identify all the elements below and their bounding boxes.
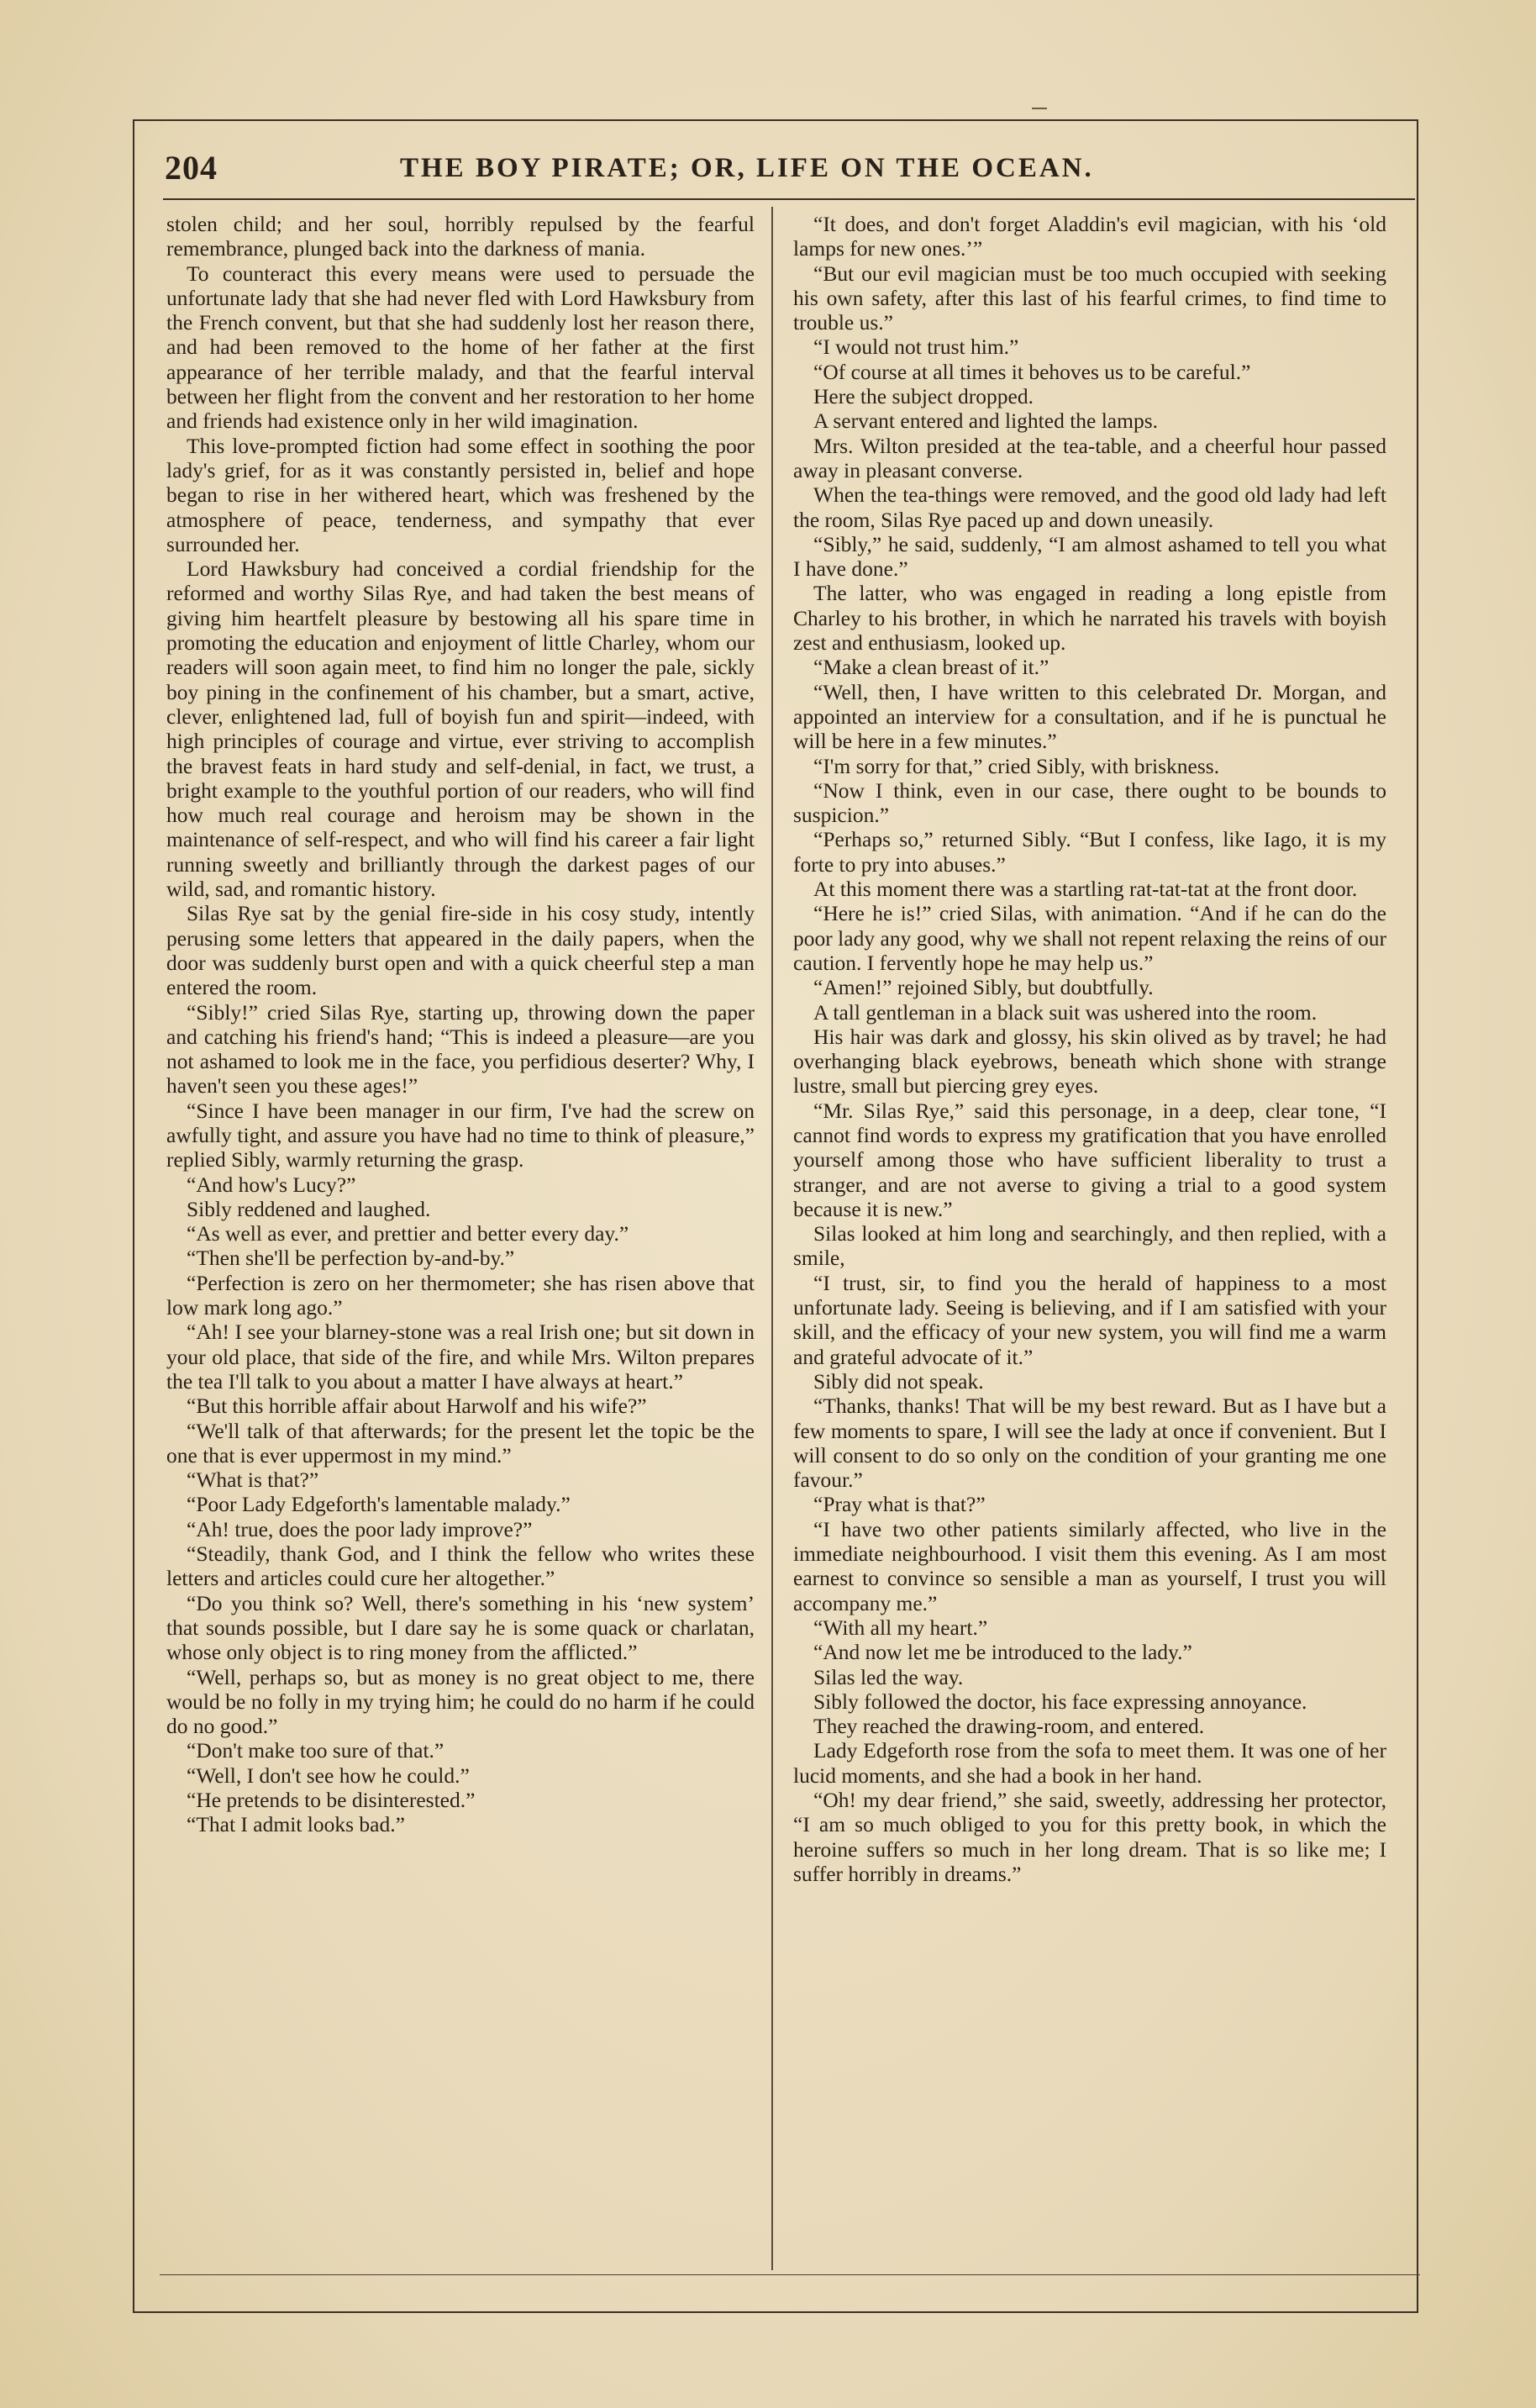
paragraph: “And how's Lucy?” [187,1172,356,1197]
paragraph: “But our evil magician must be too much occupied with seeking his own safety, after this last of his fearful crimes, to find time to trouble us.” [793,261,1386,335]
paragraph: To counteract this every means were used to persuade the unfortunate lady that she had never fled with Lord Hawksbury from the French convent, but that she had suddenly lost her reason there, and had been removed to the home of her father at the first appearance of her terrible malady, and that the fearful interval between her flight from the convent and her restoration to her home and friends had existence only in her wild imagination. [166,261,755,434]
paragraph: “Oh! my dear friend,” she said, sweetly, addressing her protector, “I am so much obliged to you for this pretty book, in which the heroine suffers so much in her long dream. That is so like me; I suffer horribly in dreams.” [793,1788,1386,1886]
frame-rule-bottom [133,2311,1418,2313]
paragraph: This love-prompted fiction had some effect in soothing the poor lady's grief, for as it was constantly persisted in, belief and hope began to rise in her withered heart, which was freshened by the atmosphere of peace, tenderness, and sympathy that ever surrounded her. [166,433,755,556]
paragraph: “Mr. Silas Rye,” said this personage, in a deep, clear tone, “I cannot find words to express my gratification that you have enrolled yourself among those who have sufficient liberality to trust a stranger, and are not averse to giving a trial to a good system because it is new.” [793,1098,1386,1221]
paragraph: When the tea-things were removed, and the good old lady had left the room, Silas Rye paced up and down uneasily. [793,482,1386,532]
paragraph: “That I admit looks bad.” [187,1812,405,1837]
paragraph: “Ah! true, does the poor lady improve?” [187,1516,533,1541]
paragraph: Sibly followed the doctor, his face expressing annoyance. [813,1689,1307,1714]
paragraph: “And now let me be introduced to the lady.” [813,1640,1192,1665]
paragraph: At this moment there was a startling rat-tat-tat at the front door. [813,877,1358,902]
paragraph: They reached the drawing-room, and entered. [813,1714,1205,1739]
paragraph: “Sibly,” he said, suddenly, “I am almost ashamed to tell you what I have done.” [793,531,1386,582]
paragraph: Silas Rye sat by the genial fire-side in his cosy study, intently perusing some letters that appeared in the daily papers, when the door was suddenly burst open and with a quick cheerful step a man entered the room. [166,901,755,1000]
paragraph: “Ah! I see your blarney-stone was a real Irish one; but sit down in your old place, that side of the fire, and while Mrs. Wilton prepares the tea I'll talk to you about a matter I have always at heart.” [166,1320,755,1394]
paragraph: “I'm sorry for that,” cried Sibly, with briskness. [813,753,1220,778]
paragraph: “Thanks, thanks! That will be my best reward. But as I have but a few moments to spare, I will see the lady at once if convenient. But I will consent to do so only on the condition of your granting me one favour.” [793,1394,1386,1493]
text-block-bottom-rule [160,2274,1420,2275]
paragraph: “I trust, sir, to find you the herald of happiness to a most unfortunate lady. Seeing is believing, and if I am satisfied with your skill, and the efficacy of your new system, you will find me a warm and grateful advocate of it.” [793,1270,1386,1369]
paragraph: Lady Edgeforth rose from the sofa to meet them. It was one of her lucid moments, and she had a book in her hand. [793,1738,1386,1788]
paragraph: “I have two other patients similarly affected, who live in the immediate neighbourhood. I visit them this evening. As I am most earnest to convince so sensible a man as yourself, I trust you will accompany me.” [793,1516,1386,1615]
page-number: 204 [165,149,218,187]
frame-rule-right [1417,119,1418,2313]
paragraph: “It does, and don't forget Aladdin's evil magician, with his ‘old lamps for new ones.’” [793,212,1386,261]
paragraph: “Here he is!” cried Silas, with animation. “And if he can do the poor lady any good, why we shall not repent relaxing the reins of our caution. I fervently hope he may help us.” [793,901,1386,975]
paragraph: “Well, then, I have written to this celebrated Dr. Morgan, and appointed an interview for a consultation, and if he is punctual he will be here in a few minutes.” [793,679,1386,754]
printer-mark [1032,108,1047,109]
frame-rule-top [133,119,1418,121]
paragraph: “He pretends to be disinterested.” [187,1788,476,1812]
paragraph: The latter, who was engaged in reading a long epistle from Charley to his brother, in which he narrated his travels with boyish zest and enthusiasm, looked up. [793,581,1386,656]
paragraph: “Then she'll be perfection by-and-by.” [187,1246,515,1271]
right-column [793,212,1386,1886]
paragraph: “As well as ever, and prettier and better every day.” [187,1221,629,1246]
paragraph: Sibly reddened and laughed. [187,1196,431,1221]
paragraph: stolen child; and her soul, horribly repulsed by the fearful remembrance, plunged back into the darkness of mania. [166,212,755,261]
paragraph: “Make a clean breast of it.” [813,655,1049,680]
paragraph: “Since I have been manager in our firm, I've had the screw on awfully tight, and assure you have had no time to think of pleasure,” replied Sibly, warmly returning the grasp. [166,1098,755,1172]
paragraph: Sibly did not speak. [813,1368,984,1394]
paragraph: “We'll talk of that afterwards; for the present let the topic be the one that is ever uppermost in my mind.” [166,1418,755,1467]
paragraph: “Of course at all times it behoves us to be careful.” [813,359,1251,384]
page-header [165,148,1417,198]
paragraph: “But this horrible affair about Harwolf and his wife?” [187,1394,647,1419]
paragraph: “Amen!” rejoined Sibly, but doubtfully. [813,975,1154,1000]
paragraph: “What is that?” [187,1467,319,1493]
paragraph: “Sibly!” cried Silas Rye, starting up, throwing down the paper and catching his friend's hand; “This is indeed a pleasure—are you not ashamed to look me in the face, you perfidious deserter? Why, I haven't seen you these ages!” [166,999,755,1099]
paragraph: “Perfection is zero on her thermometer; she has risen above that low mark long ago.” [166,1270,755,1320]
paragraph: “Pray what is that?” [813,1492,986,1517]
paragraph: “Well, I don't see how he could.” [187,1763,470,1788]
paragraph: Lord Hawksbury had conceived a cordial friendship for the reformed and worthy Silas Rye, and had taken the best means of giving him heartfelt pleasure by bestowing all his spare time in promoting the education and enjoyment of little Charley, whom our readers will soon again meet, to find him no longer the pale, sickly boy pining in the confinement of his chamber, but a smart, active, clever, enlightened lad, full of boyish fun and spirit—indeed, with high principles of courage and virtue, ever striving to accomplish the bravest feats in hard study and self-denial, in fact, we trust, a bright example to the youthful portion of our readers, who will find how much real courage and heroism may be shown in the maintenance of self-respect, and who will find his career a fair light running sweetly and brilliantly through the darkest pages of our wild, sad, and romantic history. [166,556,755,902]
left-column [166,212,755,1837]
paragraph: Silas looked at him long and searchingly, and then replied, with a smile, [793,1221,1386,1271]
paragraph: “Steadily, thank God, and I think the fellow who writes these letters and articles could cure her altogether.” [166,1541,755,1591]
frame-rule-left [133,119,134,2313]
running-title: THE BOY PIRATE; OR, LIFE ON THE OCEAN. [400,153,1094,183]
paragraph: “Well, perhaps so, but as money is no great object to me, there would be no folly in my trying him; he could do no harm if he could do no good.” [166,1664,755,1739]
paragraph: A tall gentleman in a black suit was ushered into the room. [813,999,1318,1025]
paragraph: “Now I think, even in our case, there ought to be bounds to suspicion.” [793,777,1386,828]
paragraph: “Don't make too sure of that.” [187,1738,444,1763]
paragraph: “I would not trust him.” [813,335,1019,360]
paragraph: Here the subject dropped. [813,384,1034,409]
paragraph: “With all my heart.” [813,1615,988,1640]
paragraph: “Poor Lady Edgeforth's lamentable malady.” [187,1492,571,1517]
column-divider [771,207,773,2270]
paragraph: Silas led the way. [813,1664,964,1689]
paragraph: “Do you think so? Well, there's something in his ‘new system’ that sounds possible, but I dare say he is some quack or charlatan, whose only object is to ring money from the afflicted.” [166,1590,755,1665]
paragraph: A servant entered and lighted the lamps. [813,408,1159,434]
header-rule [163,198,1415,200]
paragraph: “Perhaps so,” returned Sibly. “But I confess, like Iago, it is my forte to pry into abuses.” [793,827,1386,877]
paragraph: Mrs. Wilton presided at the tea-table, and a cheerful hour passed away in pleasant converse. [793,433,1386,482]
paragraph: His hair was dark and glossy, his skin olived as by travel; he had overhanging black eyebrows, beneath which shone with strange lustre, small but piercing grey eyes. [793,1024,1386,1099]
